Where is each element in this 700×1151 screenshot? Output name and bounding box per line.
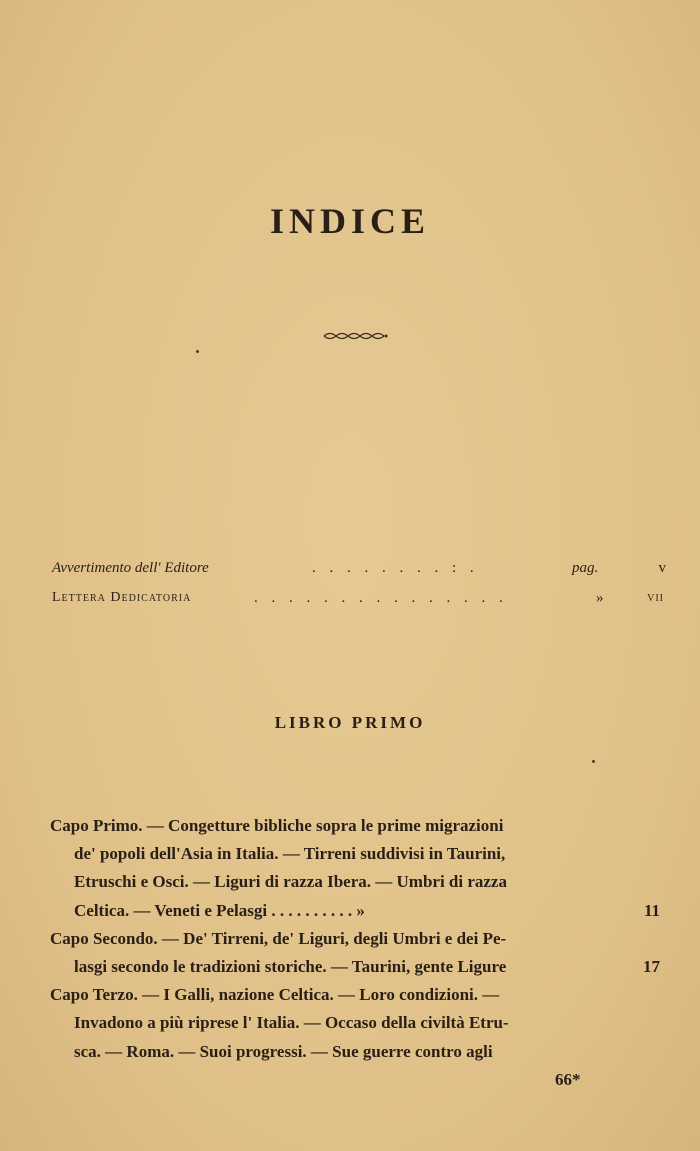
toc-line-text: Celtica. — Veneti e Pelasgi . . . . . . . . . . » [74,900,365,920]
entry-title: Avvertimento dell' Editore [52,560,209,576]
toc-line [50,953,660,981]
toc-line-text: Capo Primo. — Congetture bibliche sopra le prime migrazioni [50,816,504,835]
page-label: pag. [572,560,599,576]
toc-line [50,1038,660,1066]
entry-leaders: . . . . . . . . . . . . . . . [254,590,508,606]
toc-line-text: Capo Terzo. — I Galli, nazione Celtica. — Loro condizioni. — [50,985,500,1005]
page-number: vii [647,590,664,605]
ornament-icon [322,330,388,342]
toc-line-text: Invadono a più riprese l' Italia. — Occaso della civiltà Etru- [74,1013,509,1033]
entry-title: Lettera Dedicatoria [52,590,192,605]
toc-line-text: sca. — Roma. — Suoi progressi. — Sue guerre contro agli [74,1041,493,1061]
page-number: 11 [643,900,660,920]
entry-leaders: . . . . . . . . : . [312,560,479,576]
toc-line-text: Capo Secondo. — De' Tirreni, de' Liguri, degli Umbri e dei Pe- [50,928,507,948]
toc-line [50,840,660,868]
page-title: INDICE [269,201,431,241]
toc-line [50,925,660,953]
toc-line [50,1009,660,1037]
toc-line-text: Etruschi e Osci. — Liguri di razza Ibera. — Umbri di razza [74,872,507,892]
page-number: v [658,560,666,576]
toc-line [50,981,660,1009]
section-title: LIBRO PRIMO [274,713,426,732]
toc-line-text: lasgi secondo le tradizioni storiche. — Taurini, gente Ligure [74,956,507,976]
page-label: » [596,590,604,606]
toc-line [50,812,660,840]
front-matter-row [52,560,664,582]
toc-line-text: de' popoli dell'Asia in Italia. — Tirreni suddivisi in Taurini, [74,844,506,864]
signature-mark: 66* [555,1070,581,1089]
speck [196,350,199,353]
page-number: 17 [643,956,660,976]
speck [592,760,595,763]
front-matter-row [52,590,664,612]
chapter-list [50,812,660,1066]
toc-line [50,897,660,925]
toc-line [50,868,660,896]
